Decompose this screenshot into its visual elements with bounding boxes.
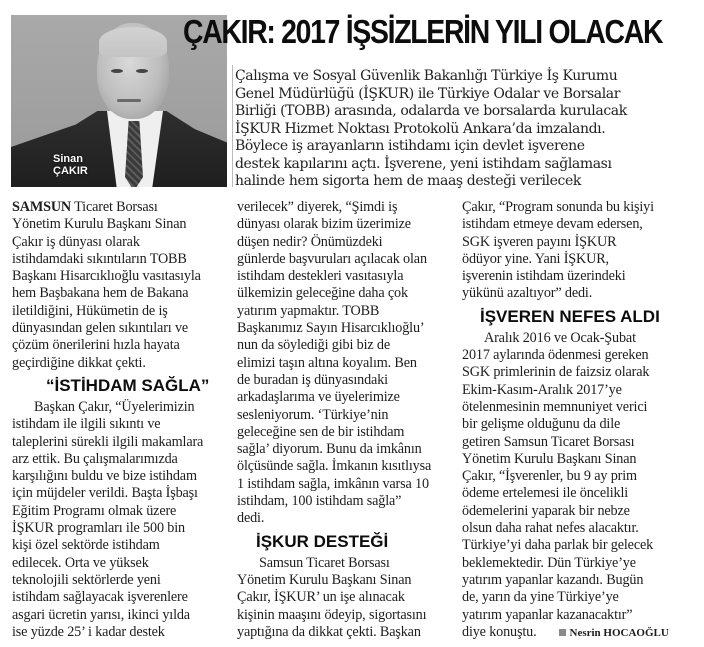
article-line: Yönetim Kurulu Başkanı Sinan [462,450,637,467]
article-line: yatırım yapanlar kazanacaktır” [462,606,633,623]
article-line: ülkemizin geleceğine daha çok [237,285,408,302]
lead-line: destek kapılarını açtı. İşverene, yeni istihdam sağlaması [235,155,612,172]
article-line: istihdam destekleri vasıtasıyla [237,268,404,285]
article-line: Türkiye’yi daha parlak bir gelecek [462,537,654,554]
lead-line: halinde hem sigorta hem de maaş desteği verilecek [235,173,581,189]
column-2-body-a [237,199,462,528]
article-line: yaptığına da dikkat çekti. Başkan [237,623,421,640]
photo-caption-last-name: ÇAKIR [53,165,88,177]
article-line: ötelenmesinin memnuniyet verici [462,398,648,415]
article-line: düşen nedir? Önümüzdeki [237,233,383,250]
article-line: yatırım yapanlar kazandı. Bugün [462,571,644,588]
article-line: SGK işveren payını İŞKUR [462,233,617,250]
article-line: de buradan iş dünyasındaki [237,371,388,388]
article-line: Samsun Ticaret Borsası [259,554,390,571]
article-line: kişinin maaşını ödeyip, sigortasını [237,606,427,623]
article-line: taleplerini sürekli ilgili makamlara [12,433,204,450]
article-line: beklemektedir. Dün Türkiye’ye [462,554,636,571]
column-1-body-a [12,216,230,372]
article-line: Yönetim Kurulu Başkanı Sinan [12,216,187,233]
column-3-body-b [462,330,698,624]
article-line: Başkanımız Sayın Hisarcıklıoğlu’ [237,320,425,337]
column-1-body-b [12,399,230,641]
headline: ÇAKIR: 2017 İŞSİZLERİN YILI OLACAK [183,13,663,50]
article-line: geleceğine sen de bir istihdam [237,423,405,440]
article-line: ödemelerini yaparak bir nebze [462,502,630,519]
article-line: de, yarın da yine Türkiye’ye [462,589,619,606]
article-text: diye konuştu. [462,623,537,640]
article-line: Başkan Çakır, “Üyelerimizin [34,398,195,415]
subheading-iskur-destegi: İŞKUR DESTEĞİ [256,531,389,551]
article-line: Başkanı Hisarcıklıoğlu vasıtasıyla [12,268,201,285]
article-line: ödeme ertelemesi ile öncelikli [462,485,629,502]
lead-divider [232,65,233,187]
article-line: nun da söylediği gibi biz de [237,337,391,354]
article-line: ödüyor yine. Yani İŞKUR, [462,250,609,267]
article-line: yatırım yapmaktır. TOBB [237,302,380,319]
article-text: Ticaret Borsası [71,199,158,215]
article-line: arz ettik. Bu çalışmalarımızda [12,450,178,467]
article-line [462,624,698,642]
article-line: çözüm önerilerini hızla hayata [12,337,180,354]
subheading-isveren-nefes-aldi: İŞVEREN NEFES ALDI [480,306,660,326]
article-line: getiren Samsun Ticaret Borsası [462,433,635,450]
article-line: 2017 aylarında ödenmesi gereken [462,347,649,364]
article-line: istihdamdaki sıkıntıların TOBB [12,250,187,267]
article-line: SGK primlerinin de faizsiz olarak [462,364,650,381]
article-line: Çakır, “İşverenler, bu 9 ay prim [462,468,637,485]
article-line: günlerde başvuruları açılacak olan [237,250,427,267]
photo-eye [136,69,148,73]
article-line: Aralık 2016 ve Ocak-Şubat [484,329,636,346]
article-line: Çakır, İŞKUR’ un işe alınacak [237,589,405,606]
article-line: edilecek. Orta ve yüksek [12,554,149,571]
byline-author: Nesrin HOCAOĞLU [569,626,669,639]
article-line: karşılığını buldu ve bize istihdam [12,468,197,485]
article-line: ölçüsünde sağla. İmkanın kısıtlıysa [237,458,432,475]
article-line: sesleniyorum. ‘Türkiye’nin [237,406,389,423]
article-line: hem Başbakana hem de Bakana [12,285,189,302]
column-2-body-b [237,555,462,641]
byline-square-icon [559,629,566,636]
article-line: asgari ücretin yarısı, ikinci yılda [12,606,190,623]
article-line: verilecek” diyerek, “Şimdi iş [237,199,398,215]
lead-line: İŞKUR Hizmet Noktası Protokolü Ankara’da imzalandı. [235,120,606,137]
article-line: geçirdiğine dikkat çekti. [12,354,146,371]
article-line: olsun daha rahat nefes alacaktır. [462,520,639,537]
photo-caption-first-name: Sinan [53,153,83,165]
subheading-istihdam-sagla: “İSTİHDAM SAĞLA” [46,375,210,395]
column-3-body-a [462,199,698,303]
article-line: istihdam ile ilgili sıkıntı ve [12,416,161,433]
article-line: sağla’ diyorum. Bunu da imkânın [237,441,422,458]
lead-paragraph [235,68,704,191]
article-line: ise yüzde 25’ i kadar destek [12,623,165,640]
article-line [12,199,230,216]
article-line: iletildiğini, Hükümetin de iş [12,302,168,319]
article-line: dünyasından gelen sıkıntıları ve [12,320,189,337]
article-column-1 [12,199,230,641]
dateline: SAMSUN [12,199,72,215]
lead-line: Böylece iş arayanların istihdamı için devlet işverene [235,138,585,154]
article-column-3 [462,199,698,642]
article-line: elimizi taşın altına koyalım. Ben [237,354,417,371]
article-column-2 [237,199,462,641]
article-line: yükünü azaltıyor” dedi. [462,285,593,302]
article-line: istihdam etmeye devam edersen, [462,216,643,233]
article-line: dünyası olarak bizim üzerimize [237,216,411,233]
article-line: dedi. [237,510,265,527]
article-line: Eğitim Programı olmak üzere [12,502,177,519]
article-line: için müjdeler verildi. Başta İşbaşı [12,485,198,502]
lead-line: Genel Müdürlüğü (İŞKUR) ile Türkiye Odalar ve Borsalar [235,85,621,102]
photo-hair [99,27,167,57]
article-line: işverenin istihdam üzerindeki [462,268,626,285]
article-line: arkadaşlarıma ve üyelerimize [237,389,400,406]
article-line: 1 istihdam sağla, imkânın varsa 10 [237,475,429,492]
photo-mouth [117,99,141,102]
article-line: istihdam sağlayacak işverenlere [12,589,188,606]
article-line: Yönetim Kurulu Başkanı Sinan [237,571,412,588]
article-line: Çakır iş dünyası olarak [12,233,140,250]
article-line: Çakır, “Program sonunda bu kişiyi [462,199,654,215]
article-line: teknolojili sektörlerde yeni [12,571,161,588]
article-line: kişi özel sektörde istihdam [12,537,160,554]
byline [559,627,669,639]
photo-eye [111,69,123,73]
photo-caption [53,153,88,177]
article-line: Ekim-Kasım-Aralık 2017’ye [462,381,622,398]
article-line: istihdam, 100 istihdam sağla” [237,493,402,510]
article-line: bir gelişme olduğunu da dile [462,416,621,433]
lead-line: Birliği (TOBB) arasında, odalarda ve borsalarda kurulacak [235,103,627,119]
lead-line: Çalışma ve Sosyal Güvenlik Bakanlığı Türkiye İş Kurumu [235,68,618,84]
article-line: İŞKUR programları ile 500 bin [12,520,185,537]
